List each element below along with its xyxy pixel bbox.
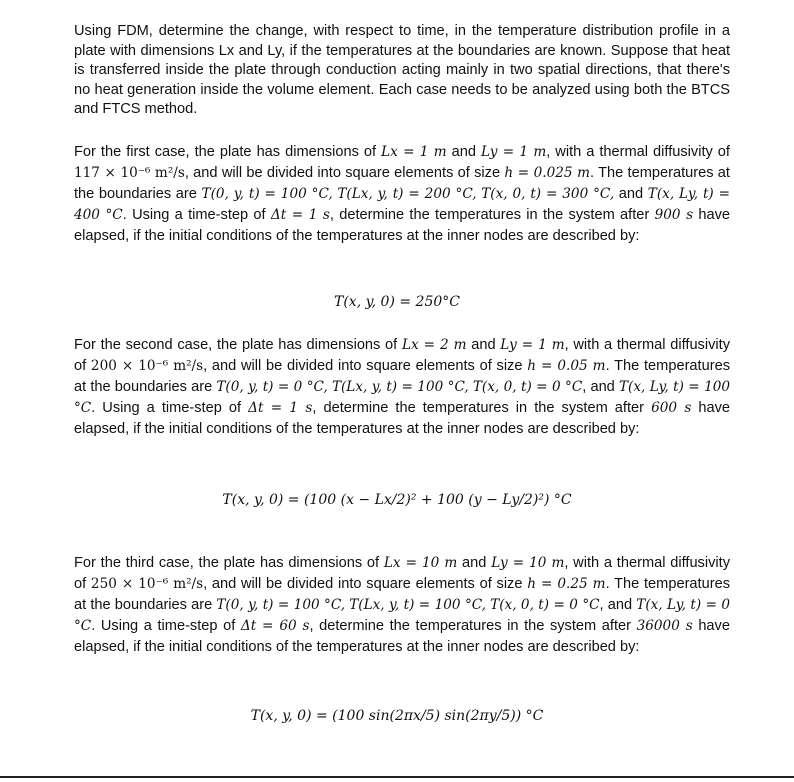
case3-equation: [0, 708, 794, 724]
case3-text-4: . The temperatures at the boundaries are: [74, 576, 730, 614]
case3-lx: Lx = 10 m: [383, 555, 458, 571]
case2-text-1: For the second case, the plate has dimensions of: [74, 337, 398, 353]
case3-ly: Ly = 10 m: [491, 555, 565, 571]
case1-alpha: 117 × 10⁻⁶ m²/s: [74, 165, 185, 182]
intro-paragraph: Using FDM, determine the change, with respect to time, in the temperature distribution profile in a plate with dimensions Lx and Ly, if the temperatures at the boundaries are known. Suppose that heat is transferred inside the plate through conduction acting mainly in two spatial directions, that there's no heat generation inside the volume element. Each case needs to be analyzed using both the BTCS and FTCS method.: [74, 23, 730, 117]
case3-h: h = 0.25 m: [527, 576, 606, 593]
case3-dt: Δt = 60 s: [240, 618, 310, 635]
case1-time: 900 s: [654, 207, 694, 224]
case3-paragraph: For the third case, the plate has dimensions of Lx = 10 m and Ly = 10 m, with a thermal diffusivity of 250 × 10⁻⁶ m²/s, and will be divided into square elements of size h = 0.25 m. The temperatures at the boundaries are T(0, y, t) = 100 °C, T(Lx, y, t) = 100 °C, T(x, 0, t) = 0 °C, and T(x, Ly, t) = 0 °C. Using a time-step of Δt = 60 s, determine the temperatures in the system after 36000 s have elapsed, if the initial conditions of the temperatures at the inner nodes are described by:: [74, 555, 731, 656]
case3-alpha: 250 × 10⁻⁶ m²/s: [90, 576, 204, 593]
case3-boundary-2: T(Lx, y, t) = 100 °C,: [349, 597, 486, 614]
case1-boundary-2: T(Lx, y, t) = 200 °C,: [337, 186, 477, 203]
case2-boundary-2: T(Lx, y, t) = 100 °C,: [331, 379, 469, 396]
case2-equation: [0, 492, 794, 508]
case2-paragraph: For the second case, the plate has dimensions of Lx = 2 m and Ly = 1 m, with a thermal diffusivity of 200 × 10⁻⁶ m²/s, and will be divided into square elements of size h = 0.05 m. The temperatures at the boundaries are T(0, y, t) = 0 °C, T(Lx, y, t) = 100 °C, T(x, 0, t) = 0 °C, and T(x, Ly, t) = 100 °C. Using a time-step of Δt = 1 s, determine the temperatures in the system after 600 s have elapsed, if the initial conditions of the temperatures at the inner nodes are described by:: [74, 337, 731, 438]
case1-and: and: [451, 144, 476, 160]
case3-boundary-4: T(x, Ly, t) = 0 °C: [74, 597, 731, 635]
case2-boundary-3: T(x, 0, t) = 0 °C: [472, 379, 583, 396]
case1-text-2: , with a thermal diffusivity of: [546, 144, 730, 160]
case3-text-7: have elapsed, if the initial conditions of the temperatures at the inner nodes are described by:: [74, 618, 730, 656]
case3-text-2: , with a thermal diffusivity of: [74, 555, 730, 593]
case2-text-3: , and will be divided into square elements of size: [203, 358, 523, 375]
case1-lx: Lx = 1 m: [381, 144, 447, 160]
case2-boundary-4: T(x, Ly, t) = 100 °C: [74, 379, 731, 417]
case1-dt: Δt = 1 s: [270, 207, 330, 224]
case2-text-2: , with a thermal diffusivity of: [74, 337, 730, 375]
case1-text-5: . Using a time-step of: [122, 207, 266, 224]
case3-boundary-1: T(0, y, t) = 100 °C,: [216, 597, 346, 614]
case3-text-6: , determine the temperatures in the system after: [309, 618, 631, 635]
case2-equation-text: T(x, y, 0) = (100 (x − Lx/2)² + 100 (y − Ly/2)²) °C: [222, 492, 572, 508]
case3-boundary-3: T(x, 0, t) = 0 °C: [490, 597, 600, 614]
case1-ly: Ly = 1 m: [480, 144, 547, 160]
case1-text-3: , and will be divided into square elements of size: [184, 165, 501, 182]
case1-paragraph: For the first case, the plate has dimensions of Lx = 1 m and Ly = 1 m, with a thermal diffusivity of 117 × 10⁻⁶ m²/s, and will be divided into square elements of size h = 0.025 m. The temperatures at the boundaries are T(0, y, t) = 100 °C, T(Lx, y, t) = 200 °C, T(x, 0, t) = 300 °C, and T(x, Ly, t) = 400 °C. Using a time-step of Δt = 1 s, determine the temperatures in the system after 900 s have elapsed, if the initial conditions of the temperatures at the inner nodes are described by:: [74, 144, 731, 245]
case2-time: 600 s: [651, 400, 692, 417]
case1-text-4: . The temperatures at the boundaries are: [74, 165, 730, 203]
case2-text-6: , determine the temperatures in the system after: [312, 400, 644, 417]
case2-text-5: . Using a time-step of: [91, 400, 242, 417]
case3-equation-text: T(x, y, 0) = (100 sin(2πx/5) sin(2πy/5)) °C: [250, 708, 544, 724]
case3-text-1: For the third case, the plate has dimensions of: [74, 555, 380, 571]
case2-boundary-1: T(0, y, t) = 0 °C,: [216, 379, 328, 396]
case2-and: and: [471, 337, 496, 353]
case2-ly: Ly = 1 m: [500, 337, 565, 353]
case3-text-3: , and will be divided into square elements of size: [203, 576, 523, 593]
case3-and: and: [462, 555, 487, 571]
case2-alpha: 200 × 10⁻⁶ m²/s: [90, 358, 204, 375]
case2-text-7: have elapsed, if the initial conditions of the temperatures at the inner nodes are described by:: [74, 400, 731, 438]
case1-boundary-1: T(0, y, t) = 100 °C,: [201, 186, 333, 203]
case1-equation: [0, 294, 794, 310]
case1-boundary-3: T(x, 0, t) = 300 °C,: [481, 186, 615, 203]
case1-text-1: For the first case, the plate has dimensions of: [74, 144, 377, 160]
case2-lx: Lx = 2 m: [401, 337, 467, 353]
case1-text-6: , determine the temperatures in the system after: [329, 207, 650, 224]
case1-h: h = 0.025 m: [504, 165, 591, 182]
case2-dt: Δt = 1 s: [248, 400, 313, 417]
case1-equation-text: T(x, y, 0) = 250°C: [334, 294, 460, 310]
case1-boundary-4: T(x, Ly, t) = 400 °C: [74, 186, 730, 224]
case2-text-4: . The temperatures at the boundaries are: [74, 358, 730, 396]
case1-text-7: have elapsed, if the initial conditions of the temperatures at the inner nodes are described by:: [74, 207, 731, 245]
case3-time: 36000 s: [636, 618, 693, 635]
page-bottom-rule: [0, 776, 794, 778]
case3-text-5: . Using a time-step of: [91, 618, 236, 635]
case2-h: h = 0.05 m: [527, 358, 606, 375]
